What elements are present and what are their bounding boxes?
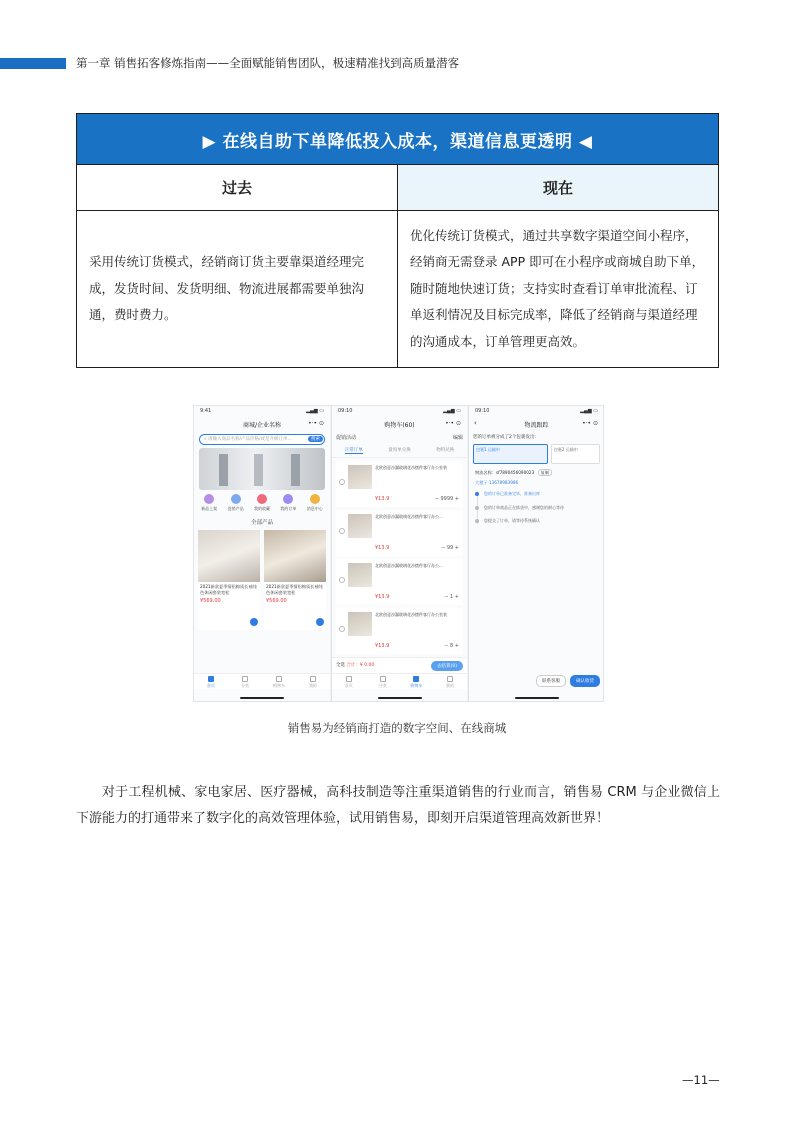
product-card[interactable]: [198, 530, 260, 630]
miniapp-menu-icon[interactable]: •·• ⊙: [445, 420, 461, 427]
item-price: ¥13.9: [375, 545, 390, 551]
tab-profile[interactable]: 我的: [438, 676, 462, 689]
tab-category[interactable]: 分类: [233, 676, 257, 689]
item-image: [348, 465, 372, 489]
category-icon-item[interactable]: [197, 494, 221, 512]
select-all-checkbox[interactable]: 全选: [336, 663, 345, 668]
copy-button[interactable]: 复制: [538, 469, 552, 476]
category-icon: [310, 494, 320, 504]
item-image: [348, 563, 372, 587]
nav-bar: [469, 417, 604, 432]
item-name: 北欧创意沙漏玻璃花沙摆件客厅办公...: [375, 563, 443, 568]
package-tabs: [473, 444, 600, 464]
receiver-info: 大橙子 13678983986: [475, 480, 519, 485]
product-image: [264, 530, 326, 582]
tab-category[interactable]: 分类: [371, 676, 395, 689]
tab-quote-exchange[interactable]: 量询单兑换: [388, 448, 411, 453]
past-description: 采用传统订货模式，经销商订货主要靠渠道经理完成，发货时间、发货明细、物流进展都需要单独沟通，费时费力。: [77, 211, 398, 368]
item-name: 北欧创意沙漏玻璃花沙摆件客厅办公室装: [375, 465, 447, 470]
phone-mall-home: [194, 406, 330, 702]
item-name: 北欧创意沙漏玻璃花沙摆件客厅办公...: [375, 514, 443, 519]
comparison-table: [76, 113, 719, 368]
nav-title: 购物车(60): [384, 422, 415, 429]
grid-icon: [380, 676, 386, 682]
cart-footer: [332, 657, 467, 673]
item-price: ¥13.9: [375, 496, 390, 502]
table-title: ▶ 在线自助下单降低投入成本，渠道信息更透明 ◀: [77, 114, 719, 165]
item-checkbox[interactable]: [339, 528, 345, 534]
item-checkbox[interactable]: [339, 626, 345, 632]
body-paragraph: 对于工程机械、家电家居、医疗器械，高科技制造等注重渠道销售的行业而言，销售易 CRM 与企业微信上下游能力的打通带来了数字化的高效管理体验，试用销售易，即刻开启渠道管理高效新世界！: [76, 785, 720, 826]
cart-item[interactable]: [336, 559, 463, 605]
cart-icon: [276, 676, 282, 682]
timeline-event: 您提交了订单，请等待系统确认: [484, 518, 598, 524]
product-card[interactable]: [264, 530, 326, 630]
banner-image[interactable]: [199, 448, 325, 490]
category-label: 我的收藏: [253, 506, 270, 511]
package-summary: 您的订单被分成了2个包裹发出:: [473, 435, 536, 440]
item-image: [348, 514, 372, 538]
miniapp-menu-icon[interactable]: •·• ⊙: [308, 420, 324, 427]
status-bar: [469, 406, 604, 417]
now-description: 优化传统订货模式，通过共享数字渠道空间小程序，经销商无需登录 APP 即可在小程序或商城自助下单，随时随地快速订货；支持实时查看订单审批流程、订单返利情况及目标完成率，降低了经销商与渠道经理的沟通成本，订单管理更高效。: [398, 211, 719, 368]
product-grid: [198, 530, 326, 630]
miniapp-menu-icon[interactable]: •·• ⊙: [582, 420, 598, 427]
product-price: ¥569.00: [200, 598, 221, 604]
tab-normal-order[interactable]: 正常订单: [344, 448, 363, 453]
category-label: 促销产品: [227, 506, 244, 511]
home-icon: [208, 676, 214, 682]
package-2-tab[interactable]: 包裹2 运输中: [551, 444, 600, 464]
user-icon: [447, 676, 453, 682]
nav-bar: [332, 417, 467, 432]
category-label: 消息中心: [306, 506, 323, 511]
section-title: 全部产品: [250, 520, 273, 526]
grid-icon: [242, 676, 248, 682]
tracking-timeline: [477, 491, 598, 524]
home-indicator: [515, 697, 559, 699]
column-header-now: 现在: [398, 165, 719, 211]
quantity-stepper[interactable]: − 99 +: [441, 545, 459, 551]
category-icon-item[interactable]: [276, 494, 300, 512]
signal-icon: ▂▄▆ ▭: [443, 408, 461, 414]
cart-item[interactable]: [336, 461, 463, 507]
tab-cart[interactable]: 购物车: [267, 676, 291, 689]
signal-icon: ▂▄▆ ▭: [580, 408, 598, 414]
user-icon: [310, 676, 316, 682]
status-bar: [194, 406, 330, 417]
category-icon-item[interactable]: [303, 494, 327, 512]
confirm-receipt-button[interactable]: 确认收货: [570, 675, 600, 687]
quantity-stepper[interactable]: − 9999 +: [434, 496, 459, 502]
category-icon-item[interactable]: [250, 494, 274, 512]
category-icon: [231, 494, 241, 504]
tab-home[interactable]: 首页: [199, 676, 223, 689]
tracking-number: 物流名称：sf7890456090023 复制: [469, 468, 604, 478]
checkout-button[interactable]: 去结算(0): [431, 661, 463, 671]
nav-bar: [194, 417, 330, 432]
nav-title: 商城/企业名称: [242, 422, 282, 429]
item-name: 北欧创意沙漏玻璃花沙摆件客厅办公室装: [375, 612, 447, 617]
status-bar: [332, 406, 467, 417]
home-icon: [346, 676, 352, 682]
tab-material-exchange[interactable]: 物料兑换: [436, 448, 455, 453]
search-placeholder: 请输入商品名称/产品价格/或是升级订单...: [207, 437, 292, 442]
quantity-stepper[interactable]: − 1 +: [444, 594, 459, 600]
search-button[interactable]: 搜索: [308, 436, 323, 442]
product-name: 2021新款夏季情侣棉质长袖纯色休闲套装宽松: [266, 584, 323, 595]
app-screenshots-figure: [193, 405, 604, 702]
quantity-stepper[interactable]: − 8 +: [444, 643, 459, 649]
timeline-event: 您的订单已准备完毕，准备出库: [484, 491, 598, 497]
item-checkbox[interactable]: [339, 479, 345, 485]
tab-bar: [194, 673, 330, 689]
category-icon: [257, 494, 267, 504]
column-header-past: 过去: [77, 165, 398, 211]
category-label: 我的订单: [280, 506, 297, 511]
header-accent-bar: [0, 58, 66, 69]
page-number: —11—: [682, 1073, 720, 1087]
figure-caption: 销售易为经销商打造的数字空间、在线商城: [287, 721, 507, 735]
item-checkbox[interactable]: [339, 577, 345, 583]
add-cart-icon[interactable]: [316, 618, 324, 626]
tab-home[interactable]: 首页: [337, 676, 361, 689]
cart-item[interactable]: [336, 510, 463, 556]
order-type-tabs: [332, 447, 467, 458]
chapter-header: 第一章 销售拓客修炼指南——全面赋能销售团队，极速精准找到高质量潜客: [76, 56, 460, 70]
product-name: 2021新款夏季情侣棉质长袖纯色休闲套装宽松: [200, 584, 257, 595]
status-time: 09:10: [338, 408, 353, 414]
tracking-actions: [536, 675, 600, 687]
cart-total: 合计：¥ 0.00: [346, 663, 375, 668]
tab-cart[interactable]: 购物车: [404, 676, 428, 689]
tab-profile[interactable]: 我的: [301, 676, 325, 689]
tab-bar: [332, 673, 467, 689]
signal-icon: ▂▄▆ ▭: [306, 408, 324, 414]
cart-list: [332, 461, 467, 654]
search-icon: ⌕: [204, 437, 207, 442]
category-icons: [196, 494, 328, 512]
cart-toolbar: [332, 434, 467, 441]
product-price: ¥569.00: [266, 598, 287, 604]
search-input[interactable]: [199, 434, 325, 445]
category-icon: [204, 494, 214, 504]
item-price: ¥13.9: [375, 643, 390, 649]
nav-title: 物流跟踪: [524, 422, 549, 429]
edit-button[interactable]: 编辑: [452, 435, 463, 441]
back-icon[interactable]: ‹: [474, 419, 477, 427]
phone-logistics-tracking: [468, 406, 604, 702]
category-icon: [283, 494, 293, 504]
category-label: 新品上架: [201, 506, 218, 511]
item-image: [348, 612, 372, 636]
home-indicator: [240, 697, 284, 699]
promo-selector[interactable]: 促销活动: [336, 435, 357, 441]
phone-shopping-cart: [331, 406, 467, 702]
package-1-tab[interactable]: 包裹1 运输中: [473, 444, 548, 464]
home-indicator: [378, 697, 422, 699]
cart-icon: [413, 676, 419, 682]
cart-item[interactable]: [336, 608, 463, 654]
category-icon-item[interactable]: [224, 494, 248, 512]
status-time: 09:10: [475, 408, 490, 414]
item-price: ¥13.9: [375, 594, 390, 600]
product-image: [198, 530, 260, 582]
timeline-event: 您的订单商品正在拣货中，感谢您的耐心等待: [484, 505, 598, 511]
status-time: 9:41: [200, 408, 212, 414]
contact-service-button[interactable]: 联系客服: [536, 675, 566, 687]
add-cart-icon[interactable]: [250, 618, 258, 626]
